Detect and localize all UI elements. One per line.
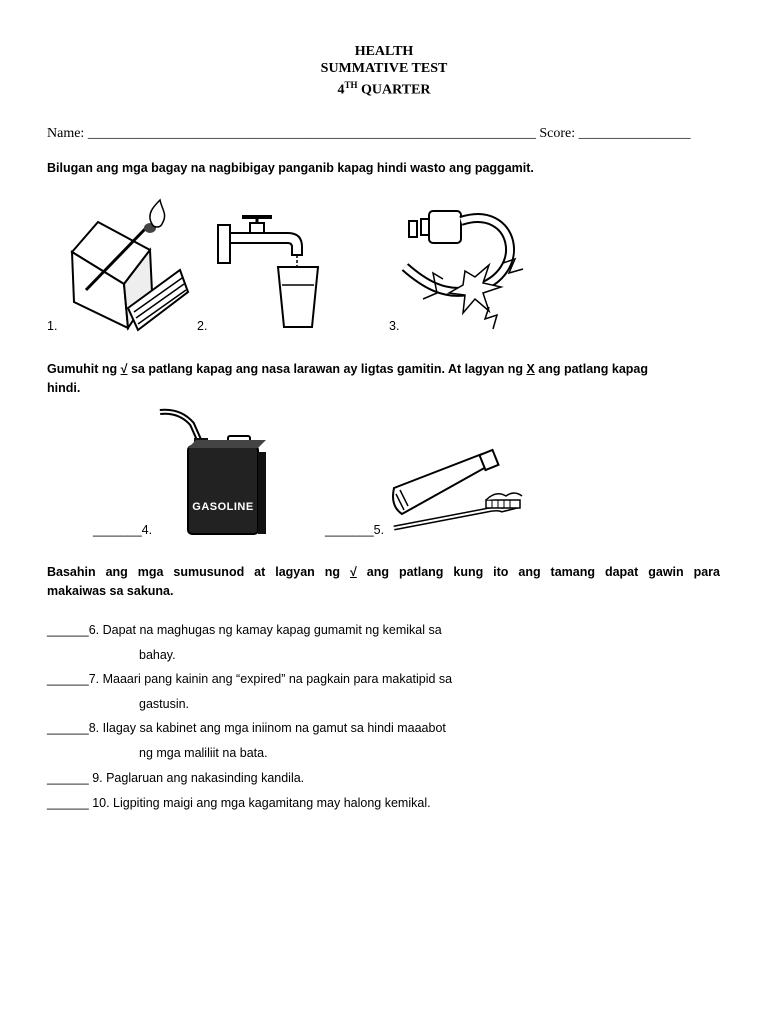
section3-instr-a: Basahin ang mga sumusunod at lagyan ng [47, 565, 350, 579]
question-8-cont: ng mga maliliit na bata. [139, 746, 268, 760]
section1-instruction: Bilugan ang mga bagay na nagbibigay panganib kapag hindi wasto ang paggamit. [47, 161, 534, 175]
question-10-blank[interactable]: ______ [47, 796, 89, 810]
question-6 [47, 623, 442, 637]
item-4-number: 4. [141, 523, 153, 537]
section3-instruction [47, 563, 720, 601]
item-4-row [93, 523, 152, 537]
section3-instr-line2: makaiwas sa sakuna. [47, 584, 174, 598]
question-9-text: 9. Paglaruan ang nakasinding kandila. [88, 771, 305, 785]
question-8 [47, 721, 446, 735]
question-9-blank[interactable]: ______ [47, 771, 89, 785]
item-number-2: 2. [197, 319, 208, 333]
question-7 [47, 672, 452, 686]
name-label: Name: [47, 126, 85, 141]
item-5-row [325, 523, 384, 537]
item-5-number: 5. [373, 523, 385, 537]
name-score-row [47, 126, 691, 142]
question-6-cont: bahay. [139, 648, 176, 662]
cross-symbol: X [526, 362, 535, 376]
electric-plug-icon [405, 203, 530, 333]
gasoline-can-icon [158, 408, 278, 538]
check-symbol: √ [120, 362, 128, 376]
section2-instr-a: Gumuhit ng [47, 362, 121, 376]
score-blank[interactable]: ________________ [578, 126, 691, 141]
title-summative-test: SUMMATIVE TEST [320, 61, 448, 76]
item-5-blank[interactable]: _______ [325, 523, 374, 537]
item-number-3: 3. [389, 319, 400, 333]
faucet-glass-icon [218, 207, 328, 332]
question-6-blank[interactable]: ______ [47, 623, 89, 637]
check-symbol-2: √ [349, 565, 357, 579]
title-quarter [0, 77, 768, 99]
section2-instr-b: sa patlang kapag ang nasa larawan ay ligtas gamitin. At lagyan ng [127, 362, 527, 376]
matchbox-icon [68, 200, 193, 335]
quarter-number: 4 [337, 82, 345, 98]
question-7-blank[interactable]: ______ [47, 672, 89, 686]
question-9 [47, 771, 304, 785]
toothpaste-toothbrush-icon [388, 444, 528, 536]
title-health: HEALTH [354, 44, 414, 59]
question-7-cont: gastusin. [139, 697, 190, 711]
question-10 [47, 796, 431, 810]
section2-instr-c: ang patlang kapag [534, 362, 649, 376]
section3-instr-b: ang patlang kung ito ang tamang dapat gawin para [356, 565, 720, 579]
item-number-1: 1. [47, 319, 58, 333]
question-8-text: 8. Ilagay sa kabinet ang mga iniinom na gamut sa hindi maaabot [88, 721, 446, 735]
section3-instr-line1 [47, 563, 720, 582]
question-8-blank[interactable]: ______ [47, 721, 89, 735]
quarter-label: QUARTER [357, 82, 431, 98]
item-4-blank[interactable]: _______ [93, 523, 142, 537]
score-label: Score: [539, 126, 576, 141]
name-blank[interactable]: ________________________________________________________________ [87, 126, 536, 141]
question-10-text: 10. Ligpiting maigi ang mga kagamitang may halong kemikal. [88, 796, 431, 810]
question-7-text: 7. Maaari pang kainin ang “expired” na pagkain para makatipid sa [88, 672, 453, 686]
section2-instr-line2: hindi. [47, 381, 81, 395]
section2-instruction [47, 360, 720, 398]
question-6-text: 6. Dapat na maghugas ng kamay kapag gumamit ng kemikal sa [88, 623, 442, 637]
quarter-suffix: TH [344, 80, 358, 90]
gasoline-label: GASOLINE [192, 501, 254, 513]
